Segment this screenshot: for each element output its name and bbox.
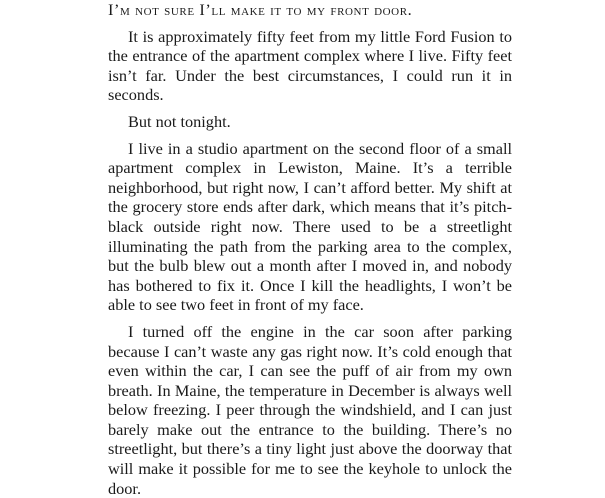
paragraph-3: I live in a studio apartment on the second floor of a small apartment complex in Lewiston, Maine. It’s a terrible neighborhood, but right now, I can’t afford better. My shift at the grocery store ends after dark, which means that it’s pitch-black outside right now. There used to be a streetlight illuminating the path from the parking area to the complex, but the bulb blew out a month after I moved in, and nobody has bothered to fix it. Once I kill the headlights, I won’t be able to see two feet in front of my face. bbox=[108, 138, 512, 315]
paragraph-1: It is approximately fifty feet from my little Ford Fusion to the entrance of the apartment complex where I live. Fifty feet isn’t far. Under the best circumstances, I could run it in seconds. bbox=[108, 26, 512, 105]
paragraph-4: I turned off the engine in the car soon after parking because I can’t waste any gas right now. It’s cold enough that even within the car, I can see the puff of air from my own breath. In Maine, the temperature in December is always well below freezing. I peer through the windshield, and I can just barely make out the entrance to the building. There’s no streetlight, but there’s a tiny light just above the doorway that will make it possible for me to see the keyhole to unlock the door. bbox=[108, 321, 512, 498]
book-page bbox=[108, 0, 512, 498]
chapter-opening-line: I’m not sure I’ll make it to my front door. bbox=[108, 0, 413, 19]
paragraph-2: But not tonight. bbox=[128, 111, 231, 131]
